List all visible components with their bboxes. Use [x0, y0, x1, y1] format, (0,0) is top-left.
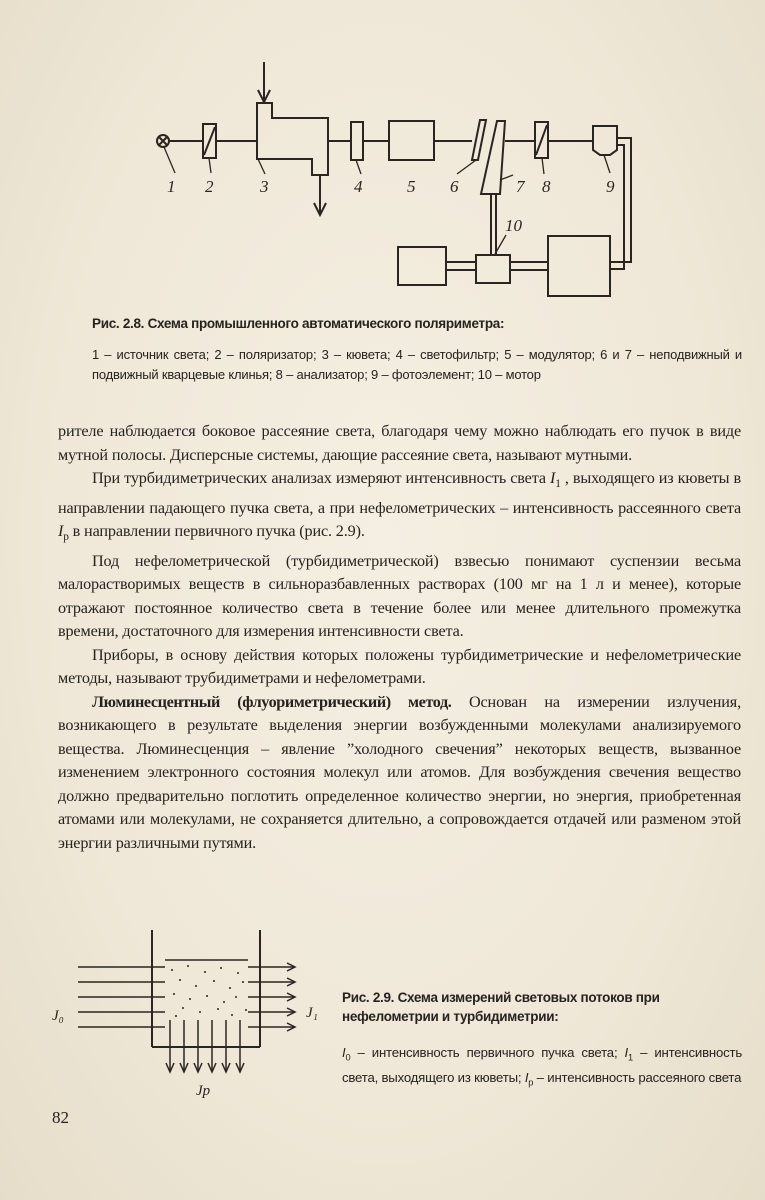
- light-filter: [351, 122, 363, 160]
- paragraph-2-part-c: в направлении первичного пучка (рис. 2.9).: [68, 522, 365, 541]
- paragraph-2-part-b: , выходящего из кюветы в направлении падающего пучка света, а при нефелометрических – интенсивность рассеянного света: [58, 469, 741, 517]
- cuvette: [257, 103, 328, 175]
- legend-symbol-i1: I: [624, 1045, 629, 1060]
- legend-part-b: – интенсивность света, выходящего из кюветы;: [342, 1045, 742, 1085]
- label-2: 2: [205, 177, 214, 196]
- label-8: 8: [542, 177, 551, 196]
- paragraph-4: Приборы, в основу действия которых положены турбидиметрические и нефелометрические методы, называют трубидиметрами и нефелометрами.: [58, 645, 741, 688]
- symbol-ip: I: [58, 522, 64, 541]
- label-1: 1: [167, 177, 176, 196]
- label-7: 7: [516, 177, 525, 196]
- symbol-i1: I: [549, 469, 556, 487]
- legend-part-c: – интенсивность рассеяного света: [533, 1069, 742, 1085]
- figure-2-9-legend: [342, 1043, 742, 1092]
- modulator: [389, 121, 434, 160]
- page-number: 82: [52, 1108, 69, 1127]
- legend-subscript-p: р: [528, 1077, 534, 1088]
- paragraph-1: рителе наблюдается боковое рассеяние света, благодаря чему можно наблюдать его пучок в виде мутной полосы. Дисперсные системы, дающие рассеяние света, называют мутными.: [58, 422, 741, 464]
- label-5: 5: [407, 177, 416, 196]
- label-jp: Jр: [196, 1083, 211, 1099]
- figure-2-9-title: Рис. 2.9. Схема измерений световых потоков при нефелометрии и турбидиметрии:: [342, 990, 660, 1024]
- subscript-1: 1: [555, 478, 561, 491]
- paragraph-2: [58, 467, 741, 550]
- figure-2-8-legend: 1 – источник света; 2 – поляризатор; 3 – кювета; 4 – светофильтр; 5 – модулятор; 6 и 7 – неподвижный и подвижный кварцевые клинья; 8 – анализатор; 9 – фотоэлемент; 10 – мотор: [92, 347, 742, 382]
- legend-symbol-i0: I: [342, 1045, 346, 1060]
- label-3: 3: [260, 177, 269, 196]
- right-block: [548, 236, 610, 296]
- label-j1: J₁: [306, 1005, 318, 1021]
- body-text: [58, 420, 741, 855]
- nephelometry-scheme: [0, 920, 340, 1100]
- subscript-p: р: [63, 531, 69, 544]
- label-j0: J₀: [52, 1008, 64, 1024]
- photocell: [593, 126, 617, 155]
- fixed-quartz-wedge: [472, 120, 486, 160]
- label-10: 10: [505, 216, 522, 235]
- paragraph-5: [58, 691, 741, 856]
- suspension-particles: [171, 965, 247, 1017]
- paragraph-3: Под нефелометрической (турбидиметрической) взвесью понимают суспензии весьма малорастворимых веществ в сильноразбавленных растворах (100 мг на 1 л и менее), которые отражают постоянное количество света в течение более или менее длительного промежутка времени, достаточного для измерения интенсивности света.: [58, 551, 741, 641]
- legend-symbol-ip: I: [524, 1069, 529, 1085]
- legend-part-a: – интенсивность первичного пучка света;: [350, 1045, 625, 1060]
- label-4: 4: [354, 177, 363, 196]
- motor: [476, 255, 510, 283]
- label-6: 6: [450, 177, 459, 196]
- left-block: [398, 247, 446, 285]
- paragraph-2-part-a: При турбидиметрических анализах измеряют интенсивность света: [92, 469, 550, 487]
- label-9: 9: [606, 177, 615, 196]
- polarimeter-schematic: [0, 0, 765, 310]
- figure-2-8-title: Рис. 2.8. Схема промышленного автоматического поляриметра:: [92, 316, 505, 331]
- legend-subscript-0: 0: [345, 1052, 351, 1063]
- legend-subscript-1: 1: [628, 1052, 633, 1063]
- section-heading-luminescent: Люминесцентный (флуориметрический) метод.: [92, 692, 452, 711]
- paragraph-5-body: Основан на измерении излучения, возникающего в результате выделения энергии возбужденными молекулами анализируемого вещества. Люминесценция – явление ”холодного свечения” некоторых веществ, вызванное изменением электронного состояния молекул или атомов. Для возбуждения свечения вещество должно предварительно поглотить определенное количество энергии, но энергия, приобретенная атомами или молекулами, не сохраняется длительно, а сопровождается отдачей или разменом этой энергии различными путями.: [58, 692, 741, 852]
